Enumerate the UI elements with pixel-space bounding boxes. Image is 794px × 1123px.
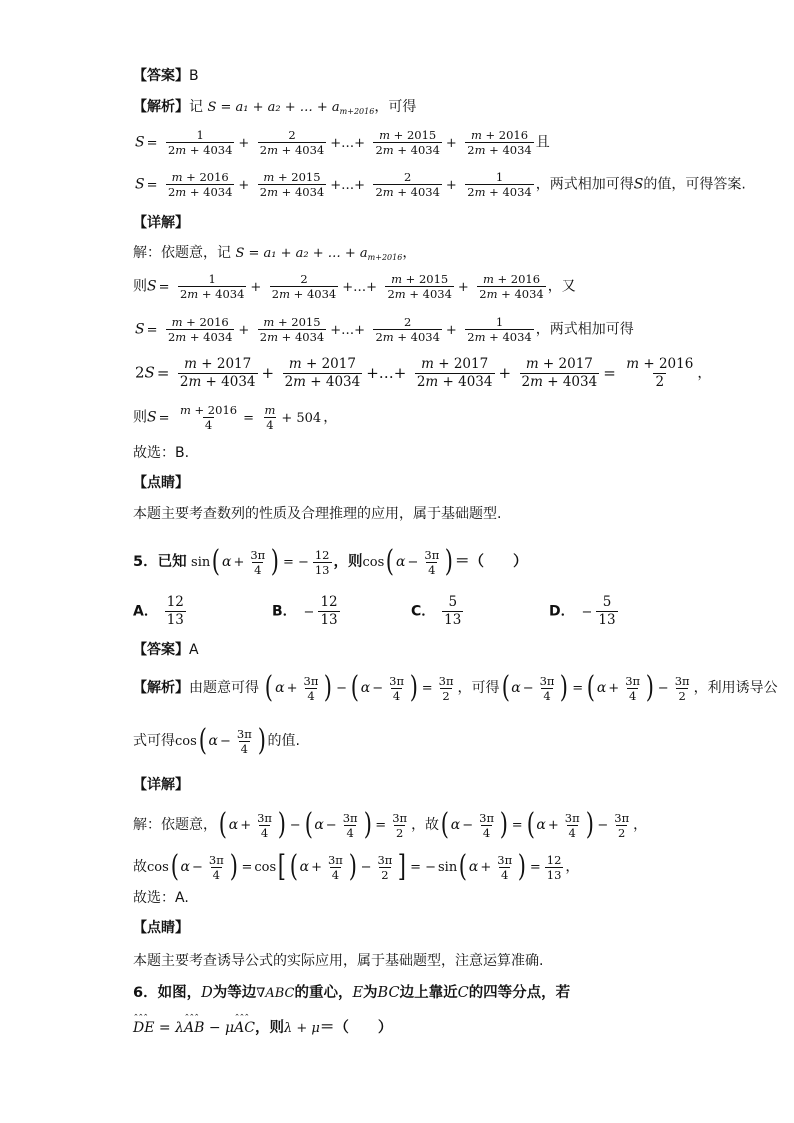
q5-comment-text: 本题主要考查诱导公式的实际应用，属于基础题型，注意运算准确. [133, 953, 544, 969]
q5-option-b[interactable]: B． − $\frac{12}{13}$ [272, 594, 338, 628]
solve-intro: 解：依题意， [133, 817, 217, 833]
q5-option-c[interactable]: C． $\frac{5}{13}$ [411, 594, 462, 628]
option-label: D． [549, 603, 575, 620]
q4-sum-backward: S = $\frac{m + 2016}{2m + 4034}$ + $\frac{m + 2015}{2m + 4034}$ +…+ $\frac{2}{2m + 4034}$ + $\frac{1}{2m + 4034}$ ，两式相加可得S的值，可得答案. [135, 170, 746, 199]
q5-stem: 5．已知 sin( α + $\frac{3\pi}{4}$ ) = − $\frac{12}{13}$ ，则cos( α − $\frac{3\pi}{4}$ ) ＝（ ） [133, 544, 528, 579]
q6-stem-1e: 边上靠近 [399, 985, 458, 1001]
q4-comment-tag: 【点睛】 [133, 475, 189, 491]
then-word: 则 [133, 278, 147, 295]
q5-choose: 故选：A. [133, 890, 189, 906]
analysis-line2-post: 的值. [267, 733, 300, 749]
tail-text-2: 的值，可得答案. [643, 176, 746, 193]
analysis-mid: ，可得 [457, 680, 500, 696]
option-label: C． [411, 603, 436, 620]
detail-tag: 【详解】 [133, 215, 189, 231]
q5-analysis-line: 【解析】由题意可得 ( α + $\frac{3\pi}{4}$ ) − ( α − $\frac{3\pi}{4}$ ) = $\frac{3\pi}{2}$ ，可得( α − $\frac{3\pi}{4}$ ) = ( α + $\frac{3\pi}{4}$ ) − $\frac{3\pi}{2}$ ，利用诱导公 [133, 670, 778, 705]
q6-stem-1c: 的重心， [294, 985, 353, 1001]
and-word: 且 [535, 134, 550, 151]
answer-tag: 【答案】 [133, 642, 189, 658]
q4-choose: 故选：B. [133, 445, 190, 461]
gu2-word: 故 [133, 859, 147, 875]
option-label: A． [133, 603, 158, 620]
q4-detail-2s: 2S = $\frac{m + 2017}{2m + 4034}$ + $\frac{m + 2017}{2m + 4034}$ +…+ $\frac{m + 2017}{2m + 4034}$ + $\frac{m + 2017}{2m + 4034}$ = $\frac{m + 2016}{2}$ ， [135, 356, 712, 390]
q6-stem-line-1: 6．如图，D为等边∇ABC的重心，E为BC边上靠近C的四等分点，若 [133, 985, 571, 1001]
q5-detail-tag: 【详解】 [133, 777, 189, 793]
q6-stem-1f: 的四等分点，若 [468, 985, 571, 1001]
analysis-post: ，利用诱导公 [693, 680, 778, 696]
analysis-tag: 【解析】 [133, 680, 189, 696]
q6-stem-1a: 6．如图， [133, 985, 202, 1001]
q6-stem-2-tail: ＝（ ） [319, 1020, 393, 1036]
comma: ， [633, 817, 648, 833]
comma: ， [402, 245, 417, 261]
q6-stem-1d: 为 [363, 985, 378, 1001]
q6-stem-1b: 为等边 [212, 985, 257, 1001]
q5-stem-prefix: 5．已知 [133, 554, 187, 570]
q4-comment-text: 本题主要考查数列的性质及合理推理的应用，属于基础题型. [133, 506, 502, 522]
q4-analysis-line [133, 97, 416, 122]
add-word: ，两式相加可得 [535, 321, 634, 338]
gu-word: ，故 [411, 817, 440, 833]
option-label: B． [272, 603, 297, 620]
also-word: ，又 [547, 278, 576, 295]
q6-stem-line-2: ⌃⌃⌃ DE = λ⌃⌃⌃ AB − μ⌃⌃⌃ AC，则λ + μ＝（ ） [133, 1018, 392, 1039]
then-word: 则 [133, 409, 147, 426]
tail-text: ，两式相加可得 [535, 176, 634, 193]
analysis-pre: 由题意可得 [189, 680, 259, 696]
q4-answer-line [133, 66, 199, 86]
q4-detail-result: 则S = $\frac{m + 2016}{4}$ = $\frac{m}{4}$ + 504 ， [133, 403, 338, 432]
q4-detail-tag [133, 213, 189, 233]
q5-detail-line-2: 故cos( α − $\frac{3\pi}{4}$ ) = cos[ ( α + $\frac{3\pi}{4}$ ) − $\frac{3\pi}{2}$ ] = − sin( α + $\frac{3\pi}{4}$ ) = $\frac{12}{13}$ ， [133, 849, 580, 884]
comma: ， [323, 409, 338, 426]
comma: ， [565, 859, 580, 875]
q4-sum-forward: S = $\frac{1}{2m + 4034}$ + $\frac{2}{2m + 4034}$ +…+ $\frac{m + 2015}{2m + 4034}$ + $\frac{m + 2016}{2m + 4034}$ 且 [135, 128, 550, 157]
q5-answer-line [133, 640, 199, 660]
q5-option-a[interactable]: A． $\frac{12}{13}$ [133, 594, 184, 628]
answer-value: A [189, 642, 199, 658]
q5-stem-mid: ，则 [333, 554, 363, 570]
analysis-tag: 【解析】 [133, 99, 189, 115]
q4-detail-backward: S = $\frac{m + 2016}{2m + 4034}$ + $\frac{m + 2015}{2m + 4034}$ +…+ $\frac{2}{2m + 4034}$ + $\frac{1}{2m + 4034}$ ，两式相加可得 [135, 315, 634, 344]
q4-detail-forward: 则S = $\frac{1}{2m + 4034}$ + $\frac{2}{2m + 4034}$ +…+ $\frac{m + 2015}{2m + 4034}$ + $\frac{m + 2016}{2m + 4034}$ ，又 [133, 272, 576, 301]
q5-detail-line-1: 解：依题意，( α + $\frac{3\pi}{4}$ ) − ( α − $\frac{3\pi}{4}$ ) = $\frac{3\pi}{2}$ ，故( α − $\frac{3\pi}{4}$ ) = ( α + $\frac{3\pi}{4}$ ) − $\frac{3\pi}{2}$ ， [133, 807, 648, 842]
q6-stem-2-end: ，则 [254, 1020, 284, 1036]
q5-comment-tag: 【点睛】 [133, 920, 189, 936]
q5-option-d[interactable]: D． − $\frac{5}{13}$ [549, 594, 616, 628]
solve-intro: 解：依题意，记 [133, 245, 231, 261]
answer-value: B [189, 68, 199, 84]
analysis-line2-pre: 式可得 [133, 733, 175, 749]
q5-analysis-line-2: 式可得cos( α − $\frac{3\pi}{4}$ ) 的值. [133, 723, 300, 758]
analysis-text: 记 [189, 99, 203, 115]
sum-expression: S = a₁ + a₂ + … + $a_{m+2016}$ [207, 100, 375, 116]
q5-stem-suffix: ＝（ ） [454, 554, 528, 570]
q4-solve-intro: 解：依题意，记 S = a₁ + a₂ + … + $a_{m+2016}$， [133, 245, 417, 262]
answer-tag: 【答案】 [133, 68, 189, 84]
analysis-text-end: ，可得 [374, 99, 417, 115]
comma: ， [697, 365, 712, 382]
